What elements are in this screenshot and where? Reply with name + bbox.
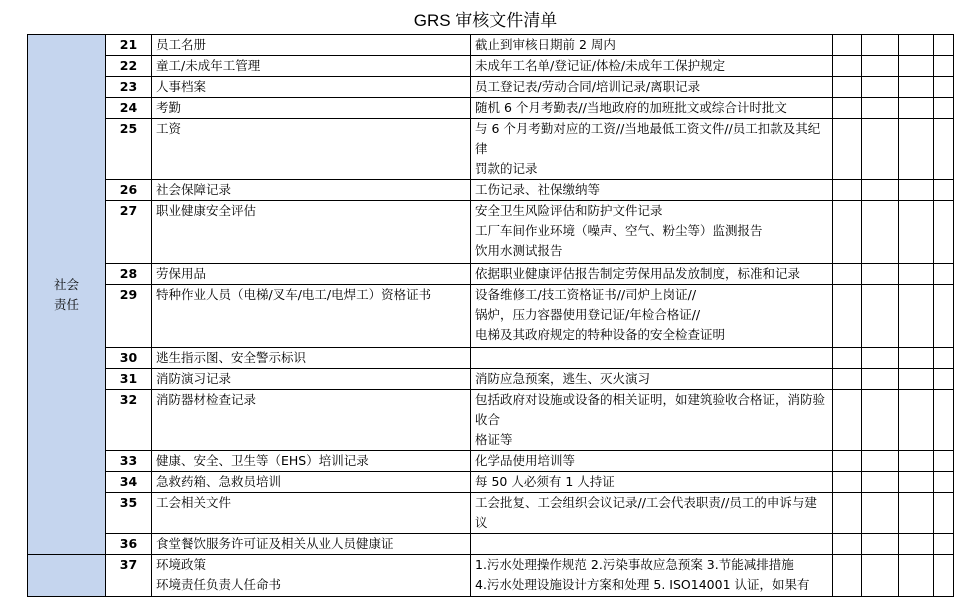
note-line: 饮用水测试报告: [475, 243, 563, 258]
table-row: [28, 285, 954, 348]
row-number: 28: [106, 264, 152, 285]
row-number: 22: [106, 56, 152, 77]
note-line: 随机 6 个月考勤表//当地政府的加班批文或综合计时批文: [475, 100, 787, 115]
check-cell: [862, 451, 899, 472]
document-note: [471, 555, 833, 597]
check-cell: [862, 119, 899, 180]
check-cell: [934, 285, 954, 348]
check-cell: [899, 534, 934, 555]
document-item: 人事档案: [152, 77, 471, 98]
note-line: 工会批复、工会组织会议记录//工会代表职责//员工的申诉与建议: [475, 495, 817, 530]
check-cell: [833, 180, 862, 201]
check-cell: [934, 390, 954, 451]
document-item: 社会保障记录: [152, 180, 471, 201]
document-item: 急救药箱、急救员培训: [152, 472, 471, 493]
table-row: [28, 180, 954, 201]
note-line: 未成年工名单/登记证/体检/未成年工保护规定: [475, 58, 726, 73]
table-row: [28, 98, 954, 119]
check-cell: [934, 56, 954, 77]
check-cell: [899, 369, 934, 390]
document-note: [471, 35, 833, 56]
check-cell: [899, 555, 934, 597]
table-row: [28, 390, 954, 451]
document-note: [471, 369, 833, 390]
table-row: [28, 369, 954, 390]
document-item: 劳保用品: [152, 264, 471, 285]
row-number: 26: [106, 180, 152, 201]
note-line: 1.污水处理操作规范 2.污染事故应急预案 3.节能减排措施: [475, 557, 794, 572]
row-number: 32: [106, 390, 152, 451]
check-cell: [833, 35, 862, 56]
check-cell: [899, 119, 934, 180]
check-cell: [862, 35, 899, 56]
check-cell: [833, 451, 862, 472]
check-cell: [862, 390, 899, 451]
check-cell: [899, 77, 934, 98]
document-item: 逃生指示图、安全警示标识: [152, 348, 471, 369]
document-note: [471, 77, 833, 98]
document-note: [471, 98, 833, 119]
check-cell: [862, 285, 899, 348]
check-cell: [899, 201, 934, 264]
table-row: [28, 451, 954, 472]
document-note: [471, 472, 833, 493]
check-cell: [833, 119, 862, 180]
row-number: 37: [106, 555, 152, 597]
note-line: 锅炉，压力容器使用登记证/年检合格证//: [475, 307, 701, 322]
check-cell: [934, 35, 954, 56]
check-cell: [862, 555, 899, 597]
document-note: [471, 180, 833, 201]
check-cell: [899, 472, 934, 493]
check-cell: [899, 35, 934, 56]
document-note: [471, 390, 833, 451]
check-cell: [934, 77, 954, 98]
document-item: 消防演习记录: [152, 369, 471, 390]
row-number: 25: [106, 119, 152, 180]
check-cell: [899, 98, 934, 119]
note-line: 依据职业健康评估报告制定劳保用品发放制度，标准和记录: [475, 266, 801, 281]
check-cell: [899, 56, 934, 77]
check-cell: [833, 201, 862, 264]
row-number: 24: [106, 98, 152, 119]
document-item: 健康、安全、卫生等（EHS）培训记录: [152, 451, 471, 472]
document-item: 消防器材检查记录: [152, 390, 471, 451]
category-environment: [28, 555, 106, 597]
row-number: 35: [106, 493, 152, 534]
note-line: 格证等: [475, 432, 513, 447]
note-line: 化学品使用培训等: [475, 453, 576, 468]
document-item: 特种作业人员（电梯/叉车/电工/电焊工）资格证书: [152, 285, 471, 348]
check-cell: [833, 264, 862, 285]
table-row: [28, 56, 954, 77]
document-note: [471, 119, 833, 180]
document-item: 考勤: [152, 98, 471, 119]
check-cell: [833, 493, 862, 534]
row-number: 21: [106, 35, 152, 56]
check-cell: [934, 180, 954, 201]
document-item: 工资: [152, 119, 471, 180]
check-cell: [833, 369, 862, 390]
check-cell: [934, 98, 954, 119]
table-row: [28, 201, 954, 264]
check-cell: [899, 180, 934, 201]
check-cell: [833, 472, 862, 493]
check-cell: [862, 56, 899, 77]
check-cell: [934, 369, 954, 390]
document-note: [471, 534, 833, 555]
check-cell: [934, 534, 954, 555]
check-cell: [862, 493, 899, 534]
category-social-responsibility: 社会 责任: [28, 35, 106, 555]
document-item: 工会相关文件: [152, 493, 471, 534]
row-number: 36: [106, 534, 152, 555]
table-row: [28, 77, 954, 98]
document-item: 职业健康安全评估: [152, 201, 471, 264]
check-cell: [899, 390, 934, 451]
document-note: [471, 451, 833, 472]
check-cell: [934, 348, 954, 369]
note-line: 工厂车间作业环境（噪声、空气、粉尘等）监测报告: [475, 223, 763, 238]
table-row: [28, 348, 954, 369]
note-line: 4.污水处理设施设计方案和处理 5. ISO14001 认证，如果有: [475, 577, 810, 592]
check-cell: [833, 285, 862, 348]
note-line: 包括政府对设施或设备的相关证明，如建筑验收合格证，消防验收合: [475, 392, 826, 427]
check-cell: [862, 98, 899, 119]
check-cell: [934, 119, 954, 180]
check-cell: [899, 451, 934, 472]
check-cell: [862, 534, 899, 555]
check-cell: [862, 201, 899, 264]
note-line: 消防应急预案，逃生、灭火演习: [475, 371, 651, 386]
row-number: 33: [106, 451, 152, 472]
row-number: 34: [106, 472, 152, 493]
document-item: 食堂餐饮服务许可证及相关从业人员健康证: [152, 534, 471, 555]
document-item: 员工名册: [152, 35, 471, 56]
check-cell: [862, 77, 899, 98]
document-item: 童工/未成年工管理: [152, 56, 471, 77]
check-cell: [833, 77, 862, 98]
document-note: [471, 264, 833, 285]
check-cell: [833, 98, 862, 119]
note-line: 每 50 人必须有 1 人持证: [475, 474, 615, 489]
table-row: [28, 119, 954, 180]
document-note: [471, 56, 833, 77]
document-note: [471, 348, 833, 369]
check-cell: [833, 534, 862, 555]
table-row: [28, 493, 954, 534]
table-row: [28, 472, 954, 493]
row-number: 29: [106, 285, 152, 348]
check-cell: [934, 555, 954, 597]
check-cell: [862, 264, 899, 285]
note-line: 工伤记录、社保缴纳等: [475, 182, 601, 197]
check-cell: [899, 285, 934, 348]
check-cell: [934, 264, 954, 285]
check-cell: [899, 264, 934, 285]
check-cell: [934, 201, 954, 264]
row-number: 27: [106, 201, 152, 264]
check-cell: [833, 555, 862, 597]
check-cell: [833, 348, 862, 369]
audit-document-table: [27, 34, 954, 597]
check-cell: [862, 180, 899, 201]
check-cell: [862, 472, 899, 493]
note-line: 电梯及其政府规定的特种设备的安全检查证明: [475, 327, 726, 342]
table-row: [28, 264, 954, 285]
note-line: 截止到审核日期前 2 周内: [475, 37, 616, 52]
check-cell: [862, 369, 899, 390]
check-cell: [934, 451, 954, 472]
page-title: GRS 审核文件清单: [413, 11, 558, 30]
check-cell: [899, 493, 934, 534]
table-row: [28, 555, 954, 597]
document-note: [471, 285, 833, 348]
note-line: 员工登记表/劳动合同/培训记录/离职记录: [475, 79, 701, 94]
note-line: 设备维修工/技工资格证书//司炉上岗证//: [475, 287, 697, 302]
row-number: 31: [106, 369, 152, 390]
table-row: [28, 35, 954, 56]
check-cell: [833, 56, 862, 77]
document-note: [471, 493, 833, 534]
note-line: 与 6 个月考勤对应的工资//当地最低工资文件//员工扣款及其纪律: [475, 121, 821, 156]
check-cell: [934, 493, 954, 534]
note-line: 安全卫生风险评估和防护文件记录: [475, 203, 663, 218]
document-item: 环境政策 环境责任负责人任命书: [152, 555, 471, 597]
row-number: 30: [106, 348, 152, 369]
check-cell: [934, 472, 954, 493]
document-note: [471, 201, 833, 264]
row-number: 23: [106, 77, 152, 98]
note-line: 罚款的记录: [475, 161, 538, 176]
check-cell: [862, 348, 899, 369]
check-cell: [899, 348, 934, 369]
table-row: [28, 534, 954, 555]
check-cell: [833, 390, 862, 451]
